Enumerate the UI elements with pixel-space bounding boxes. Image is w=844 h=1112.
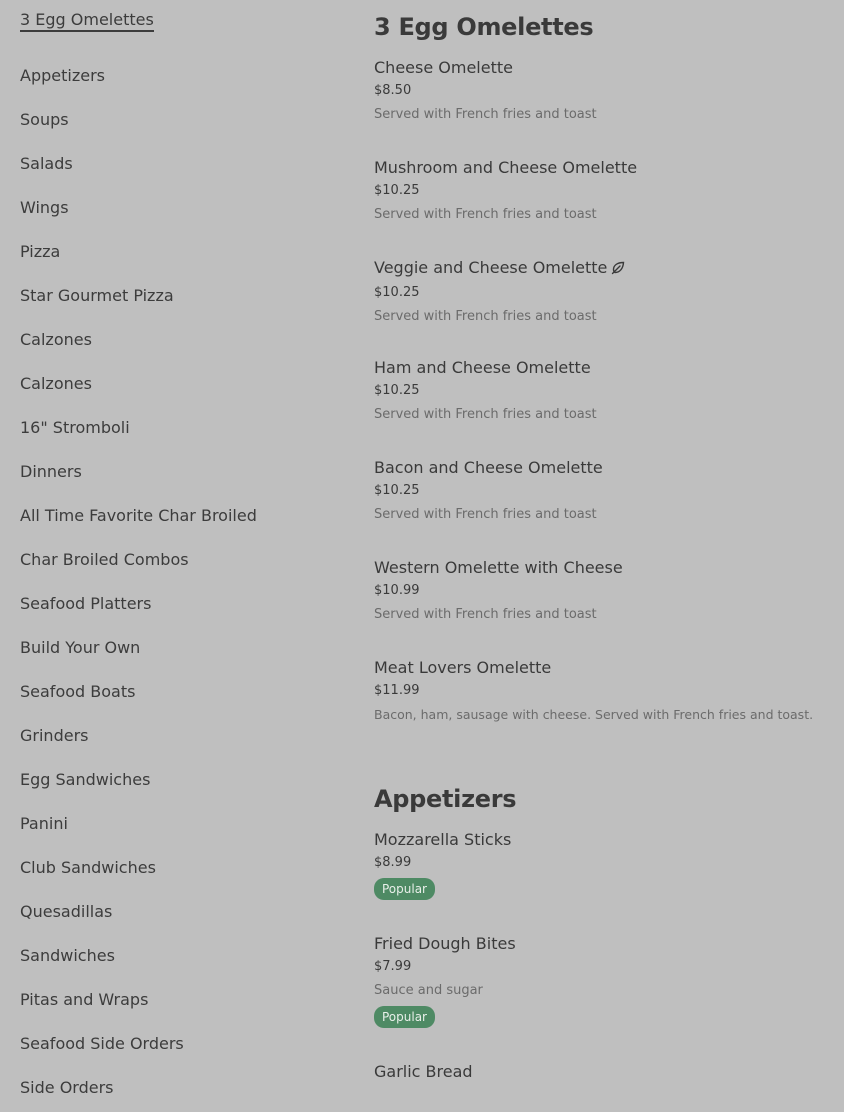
- item-price: $10.99: [374, 583, 420, 598]
- item-name: Garlic Bread: [374, 1062, 473, 1081]
- sidebar-item-appetizers[interactable]: Appetizers: [20, 66, 105, 85]
- sidebar-item-club-sandwiches[interactable]: Club Sandwiches: [20, 858, 156, 877]
- sidebar-item-salads[interactable]: Salads: [20, 154, 73, 173]
- item-price: $10.25: [374, 183, 420, 198]
- menu-item-garlic-bread[interactable]: [374, 1062, 473, 1082]
- sidebar-item-soups[interactable]: Soups: [20, 110, 69, 129]
- item-description: Sauce and sugar: [374, 983, 483, 998]
- item-description: Served with French fries and toast: [374, 507, 597, 522]
- sidebar-item-char-broiled-combos[interactable]: Char Broiled Combos: [20, 550, 189, 569]
- item-price: $10.25: [374, 285, 420, 300]
- sidebar-item-seafood-platters[interactable]: Seafood Platters: [20, 594, 152, 613]
- popular-badge: Popular: [374, 1006, 435, 1028]
- item-name: Veggie and Cheese Omelette: [374, 258, 608, 277]
- sidebar-item-dinners[interactable]: Dinners: [20, 462, 82, 481]
- sidebar-item-star-gourmet-pizza[interactable]: Star Gourmet Pizza: [20, 286, 174, 305]
- sidebar-item-calzones-2[interactable]: Calzones: [20, 374, 92, 393]
- item-description: Served with French fries and toast: [374, 607, 597, 622]
- menu-item-bacon-cheese-omelette[interactable]: [374, 458, 603, 524]
- item-price: $8.99: [374, 855, 412, 870]
- item-name: Fried Dough Bites: [374, 934, 516, 953]
- item-name: Ham and Cheese Omelette: [374, 358, 591, 377]
- item-price: $7.99: [374, 959, 412, 974]
- sidebar-item-egg-sandwiches[interactable]: Egg Sandwiches: [20, 770, 151, 789]
- menu-item-meat-lovers-omelette[interactable]: [374, 658, 813, 724]
- item-price: $10.25: [374, 483, 420, 498]
- menu-item-mozzarella-sticks[interactable]: [374, 830, 511, 900]
- item-description: Served with French fries and toast: [374, 207, 597, 222]
- menu-item-western-omelette[interactable]: [374, 558, 623, 624]
- menu-item-fried-dough-bites[interactable]: [374, 934, 516, 1028]
- menu-item-cheese-omelette[interactable]: [374, 58, 597, 124]
- sidebar-item-char-broiled[interactable]: All Time Favorite Char Broiled: [20, 506, 257, 525]
- sidebar-item-stromboli[interactable]: 16" Stromboli: [20, 418, 130, 437]
- popular-badge: Popular: [374, 878, 435, 900]
- sidebar-item-pizza[interactable]: Pizza: [20, 242, 61, 261]
- item-description: Served with French fries and toast: [374, 107, 597, 122]
- sidebar-item-build-your-own[interactable]: Build Your Own: [20, 638, 141, 657]
- item-name: Bacon and Cheese Omelette: [374, 458, 603, 477]
- sidebar-item-calzones[interactable]: Calzones: [20, 330, 92, 349]
- leaf-icon: [611, 260, 625, 280]
- sidebar-item-grinders[interactable]: Grinders: [20, 726, 89, 745]
- item-price: $10.25: [374, 383, 420, 398]
- item-name: Mozzarella Sticks: [374, 830, 512, 849]
- item-name: Western Omelette with Cheese: [374, 558, 623, 577]
- item-name: Cheese Omelette: [374, 58, 513, 77]
- sidebar-item-wings[interactable]: Wings: [20, 198, 69, 217]
- item-description: Served with French fries and toast: [374, 407, 597, 422]
- sidebar-item-seafood-side-orders[interactable]: Seafood Side Orders: [20, 1034, 184, 1053]
- category-sidebar: [20, 0, 340, 1112]
- item-price: $11.99: [374, 683, 420, 698]
- item-price: $8.50: [374, 83, 412, 98]
- item-name: Mushroom and Cheese Omelette: [374, 158, 638, 177]
- menu-item-mushroom-cheese-omelette[interactable]: [374, 158, 637, 224]
- sidebar-item-pitas-and-wraps[interactable]: Pitas and Wraps: [20, 990, 149, 1009]
- sidebar-item-side-orders[interactable]: Side Orders: [20, 1078, 114, 1097]
- sidebar-item-quesadillas[interactable]: Quesadillas: [20, 902, 113, 921]
- item-description: Bacon, ham, sausage with cheese. Served with French fries and toast.: [374, 707, 814, 722]
- section-title-appetizers: Appetizers: [374, 785, 517, 813]
- menu-item-veggie-cheese-omelette[interactable]: [374, 258, 625, 326]
- sidebar-item-3-egg-omelettes[interactable]: 3 Egg Omelettes: [20, 0, 340, 56]
- sidebar-item-panini[interactable]: Panini: [20, 814, 68, 833]
- sidebar-item-sandwiches[interactable]: Sandwiches: [20, 946, 115, 965]
- section-title-omelettes: 3 Egg Omelettes: [374, 13, 594, 41]
- item-name: Meat Lovers Omelette: [374, 658, 552, 677]
- menu-item-ham-cheese-omelette[interactable]: [374, 358, 597, 424]
- item-description: Served with French fries and toast: [374, 309, 597, 324]
- item-name-row: [374, 258, 625, 280]
- sidebar-item-seafood-boats[interactable]: Seafood Boats: [20, 682, 136, 701]
